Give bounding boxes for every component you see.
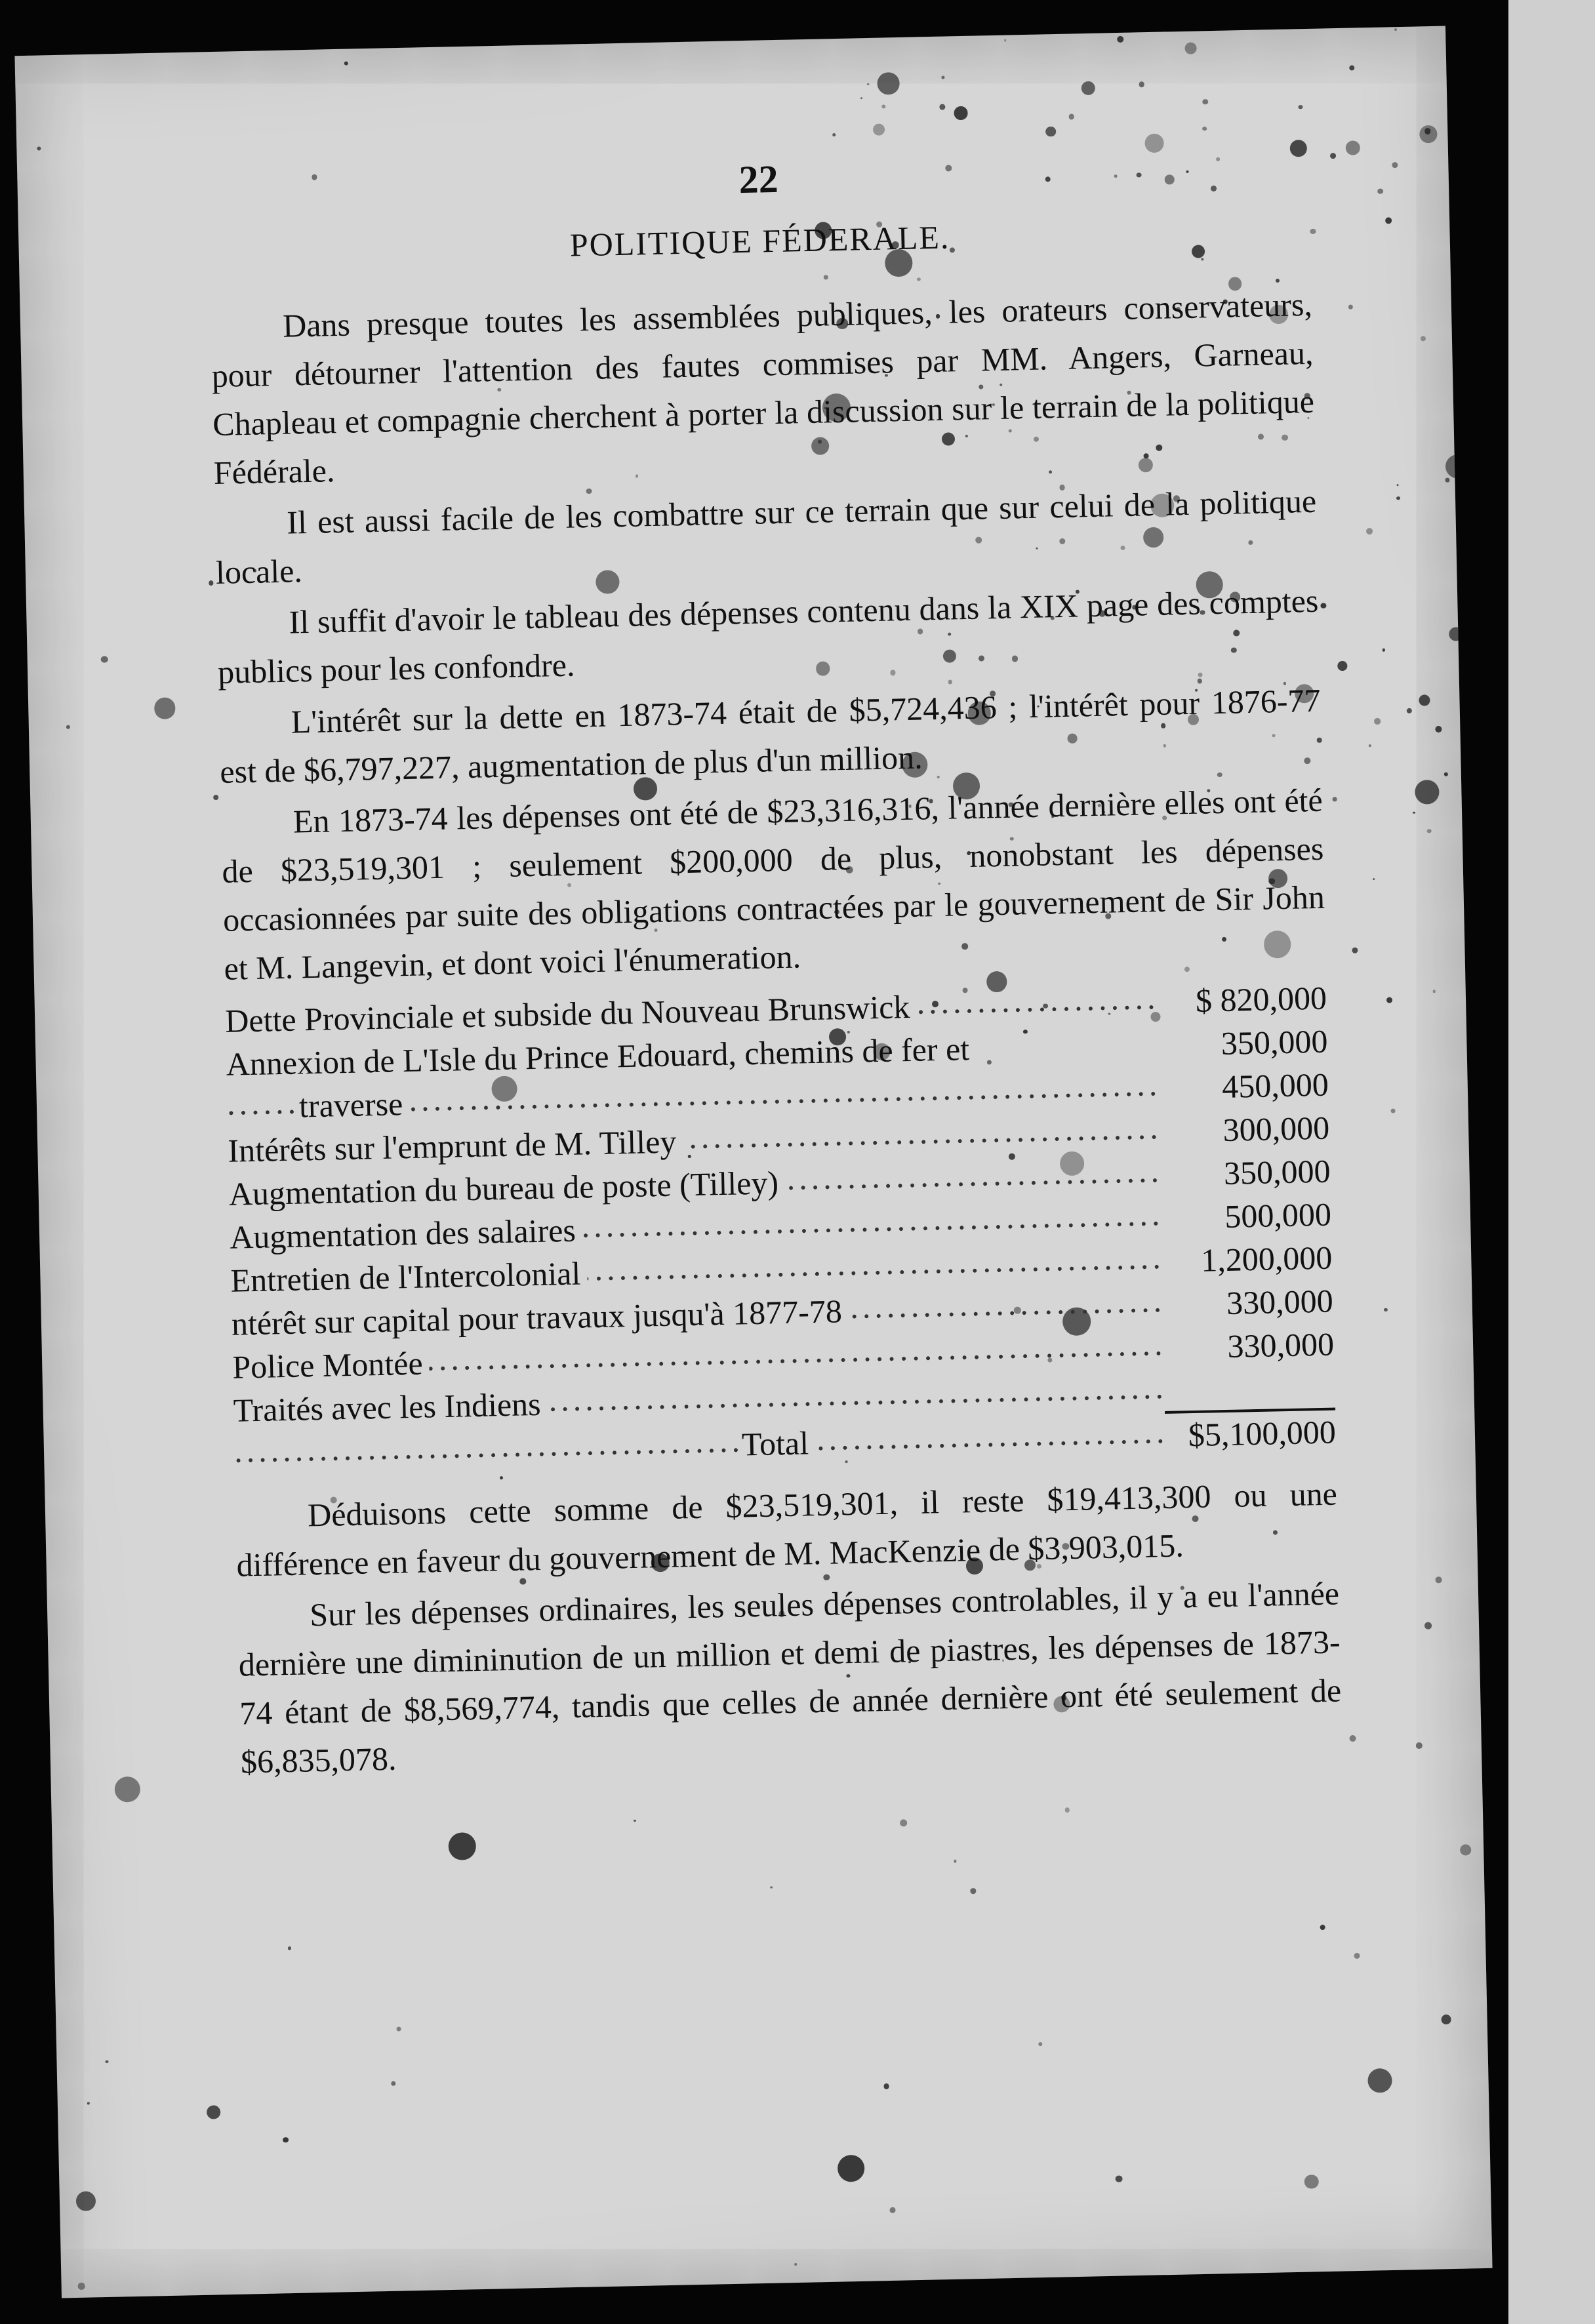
row-amount: 450,000	[1221, 1066, 1329, 1106]
speckle-dot	[1369, 744, 1371, 747]
speckle-dot	[214, 795, 219, 800]
paragraph: Dans presque toutes les assemblées publiques, les orateurs conservateurs, pour détourner l'attention des fautes commises par MM. Angers, Garneau, Chapleau et compagnie cherchent à porter la discussion sur le terrain de la politique Fédérale.	[211, 285, 1315, 492]
speckle-dot	[1081, 81, 1095, 95]
row-label: Augmentation des salaires	[230, 1212, 583, 1256]
speckle-dot	[37, 147, 41, 151]
speckle-dot	[1117, 35, 1123, 42]
speckle-dot	[1397, 484, 1399, 486]
speckle-dot	[1436, 726, 1442, 732]
speckle-dot	[1426, 829, 1431, 833]
row-label: Police Montée	[232, 1344, 430, 1385]
page-number: 22	[738, 157, 779, 202]
speckle-dot	[832, 133, 836, 136]
speckle-dot	[1068, 114, 1074, 120]
speckle-dot	[883, 2083, 889, 2089]
speckle-dot	[1394, 28, 1397, 31]
speckle-dot	[1116, 2175, 1122, 2182]
speckle-dot	[106, 2060, 109, 2063]
speckle-dot	[1416, 1742, 1423, 1749]
document-page	[14, 26, 1492, 2298]
speckle-dot	[867, 83, 870, 86]
speckle-dot	[391, 2081, 395, 2086]
speckle-dot	[1064, 1807, 1069, 1812]
speckle-dot	[397, 2026, 401, 2031]
speckle-dot	[1421, 336, 1426, 342]
speckle-dot	[1338, 661, 1348, 671]
row-amount: 350,000	[1221, 1022, 1328, 1062]
total-label: Total	[741, 1424, 815, 1462]
speckle-dot	[900, 1820, 907, 1827]
speckle-dot	[873, 123, 885, 135]
speckle-dot	[770, 1886, 773, 1889]
speckle-dot	[1354, 1953, 1360, 1959]
speckle-dot	[207, 2106, 221, 2120]
adjacent-page-edge	[1508, 0, 1595, 2324]
row-amount: 330,000	[1226, 1325, 1335, 1365]
paragraph: Déduisons cette somme de $23,519,301, il reste $19,413,300 ou une différence en faveur du gouvernement de M. MacKenzie de $3,903,015.	[236, 1475, 1338, 1584]
speckle-dot	[154, 698, 176, 719]
speckle-dot	[1345, 140, 1360, 155]
speckle-dot	[881, 105, 885, 109]
row-amount: 300,000	[1222, 1109, 1330, 1148]
row-label: Augmentation du bureau de poste (Tilley)	[228, 1164, 785, 1212]
speckle-dot	[448, 1832, 476, 1860]
paragraph: Il est aussi facile de les combattre sur ce terrain que sur celui de la politique locale.	[215, 482, 1317, 591]
paragraph: En 1873-74 les dépenses ont été de $23,316,316, l'année dernière elles ont été de $23,519,301 ; seulement $200,000 de plus, nonobstant les dépenses occasionnées par suite des obligations contractées par le gouvernement de Sir John et M. Langevin, et dont voici l'énumeration.	[221, 781, 1325, 987]
speckle-dot	[1203, 127, 1207, 131]
speckle-dot	[1320, 1925, 1325, 1930]
speckle-dot	[114, 1776, 140, 1803]
speckle-dot	[1424, 128, 1431, 134]
speckle-dot	[75, 2191, 96, 2211]
speckle-dot	[1038, 2042, 1042, 2046]
speckle-dot	[1202, 99, 1208, 105]
speckle-dot	[1415, 780, 1440, 805]
speckle-dot	[941, 76, 944, 79]
row-label: Annexion de L'Isle du Prince Edouard, chemins de fer et	[226, 1030, 970, 1083]
speckle-dot	[1349, 1735, 1356, 1742]
speckle-dot	[1184, 42, 1196, 54]
row-label: traverse	[298, 1085, 409, 1125]
speckle-dot	[1384, 1308, 1388, 1312]
row-label: Intérêts sur l'emprunt de M. Tilley	[228, 1123, 683, 1169]
speckle-dot	[1392, 162, 1398, 168]
paragraph: Il suffit d'avoir le tableau des dépenses contenu dans la XIX page des comptes publics pour les confondre.	[217, 582, 1319, 691]
speckle-dot	[1449, 627, 1463, 641]
speckle-dot	[1333, 797, 1337, 801]
speckle-dot	[1045, 127, 1056, 137]
speckle-dot	[1382, 649, 1385, 652]
paragraph: Sur les dépenses ordinaires, les seules dépenses controlables, il y a eu l'année dernière une dimininution de un million et demi de piastres, les dépenses de 1873-74 étant de $8,569,774, tandis que celles de année dernière ont été seulement de $6,835,078.	[238, 1574, 1342, 1780]
row-amount: 1,200,000	[1200, 1239, 1333, 1279]
page-content	[207, 144, 1343, 1789]
row-amount: $ 820,000	[1195, 979, 1327, 1019]
speckle-dot	[1321, 603, 1326, 609]
row-label: Dette Provinciale et subside du Nouveau Brunswick	[225, 988, 917, 1039]
speckle-dot	[1460, 1844, 1472, 1856]
speckle-dot	[1304, 2174, 1318, 2189]
speckle-dot	[1377, 188, 1383, 194]
row-label: ntérêt sur capital pour travaux jusqu'à 1877-78	[231, 1292, 849, 1342]
row-amount: 500,000	[1224, 1195, 1332, 1235]
speckle-dot	[1367, 2068, 1392, 2093]
speckle-dot	[101, 656, 108, 663]
speckle-dot	[970, 1888, 976, 1894]
speckle-dot	[1349, 65, 1354, 70]
speckle-dot	[283, 2137, 289, 2143]
speckle-dot	[1310, 228, 1316, 234]
speckle-dot	[1373, 878, 1375, 880]
speckle-dot	[1407, 708, 1412, 713]
speckle-dot	[78, 2283, 85, 2289]
speckle-dot	[1390, 1108, 1396, 1113]
section-heading: POLITIQUE FÉDERALE.	[569, 218, 950, 264]
speckle-dot	[837, 2154, 864, 2182]
speckle-dot	[890, 2207, 896, 2213]
speckle-dot	[287, 1946, 291, 1950]
speckle-dot	[1444, 772, 1447, 776]
row-amount: 350,000	[1223, 1152, 1331, 1192]
speckle-dot	[1004, 39, 1007, 42]
speckle-dot	[794, 2263, 798, 2266]
speckle-dot	[1436, 1577, 1442, 1584]
row-amount	[1164, 1366, 1335, 1412]
paragraph: L'intérêt sur la dette en 1873-74 était de $5,724,436 ; l'intérêt pour 1876-77 est de $6,797,227, augmentation de plus d'un million.	[219, 681, 1322, 790]
expense-table	[225, 976, 1337, 1477]
ink-speckle-noise	[14, 26, 1445, 56]
speckle-dot	[1386, 997, 1392, 1003]
speckle-dot	[1413, 811, 1415, 814]
row-amount: 330,000	[1226, 1282, 1334, 1321]
speckle-dot	[1445, 478, 1449, 482]
speckle-dot	[1299, 105, 1303, 110]
speckle-dot	[1445, 454, 1470, 479]
speckle-dot	[954, 1860, 957, 1863]
speckle-dot	[1366, 528, 1373, 535]
speckle-dot	[1385, 217, 1392, 224]
speckle-dot	[1441, 2014, 1451, 2025]
speckle-dot	[209, 580, 213, 585]
speckle-dot	[1352, 948, 1358, 953]
speckle-dot	[1432, 990, 1435, 993]
speckle-dot	[1139, 82, 1144, 88]
speckle-dot	[1348, 305, 1353, 310]
speckle-dot	[954, 106, 968, 120]
speckle-dot	[1374, 718, 1380, 724]
speckle-dot	[87, 2102, 90, 2104]
speckle-dot	[1396, 496, 1400, 500]
speckle-dot	[634, 1820, 636, 1822]
speckle-dot	[877, 72, 899, 94]
speckle-dot	[1424, 1622, 1432, 1630]
speckle-dot	[66, 725, 70, 729]
speckle-dot	[1330, 153, 1337, 159]
speckle-dot	[344, 61, 348, 66]
speckle-dot	[939, 104, 946, 110]
speckle-dot	[1419, 694, 1430, 706]
row-label: Entretien de l'Intercolonial	[230, 1254, 588, 1298]
speckle-dot	[860, 97, 862, 99]
total-amount: $5,100,000	[1188, 1413, 1337, 1454]
row-label: Traités avec les Indiens	[233, 1386, 548, 1429]
